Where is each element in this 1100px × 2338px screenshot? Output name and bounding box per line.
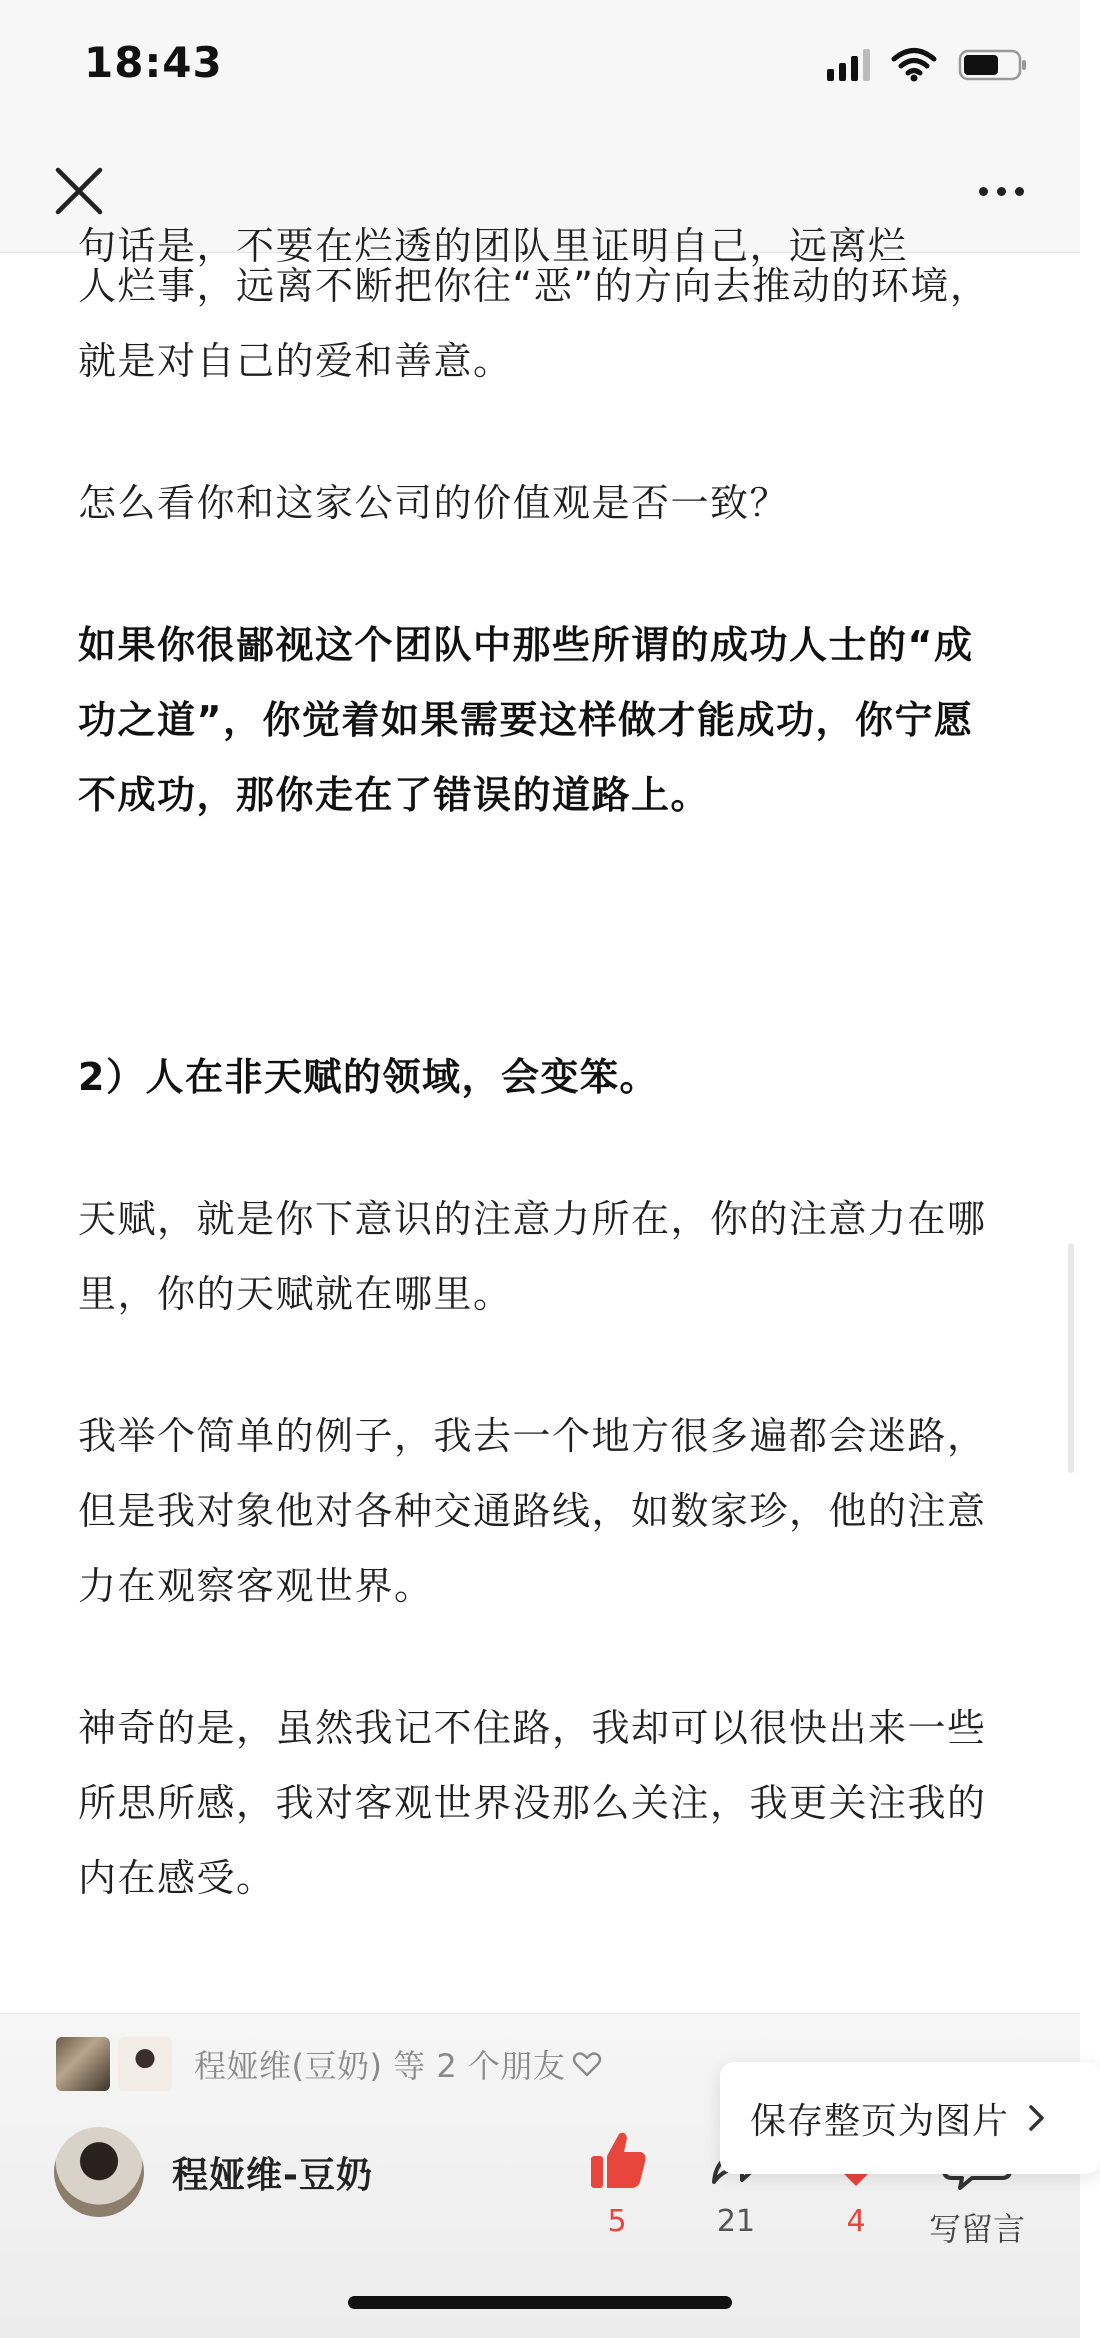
article-partial-line: 句话是，不要在烂透的团队里证明自己，远离烂: [78, 224, 908, 268]
write-comment-label: 写留言: [928, 2210, 1025, 2248]
article-content[interactable]: [0, 224, 1080, 2013]
more-dots-icon: [979, 187, 988, 196]
wifi-icon: [892, 48, 936, 82]
like-button[interactable]: [567, 2126, 667, 2246]
home-indicator[interactable]: [348, 2296, 732, 2309]
status-bar: [0, 0, 1080, 130]
article-paragraph-bold: 如果你很鄙视这个团队中那些所谓的成功人士的“成功之道”，你觉着如果需要这样做才能成功，你宁愿不成功，那你走在了错误的道路上。: [78, 623, 974, 817]
save-as-image-button[interactable]: [720, 2062, 1100, 2174]
avatar[interactable]: [54, 2127, 144, 2217]
status-icons: [827, 48, 1028, 82]
section-heading: 2）人在非天赋的领域，会变笨。: [78, 1055, 659, 1099]
battery-icon: [958, 48, 1028, 82]
chevron-right-icon: [1023, 2103, 1049, 2133]
friends-row[interactable]: [56, 2036, 603, 2092]
status-time: 18:43: [84, 38, 223, 87]
article-paragraph: 人烂事，远离不断把你往“恶”的方向去推动的环境，就是对自己的爱和善意。: [78, 264, 990, 383]
favorite-count: 4: [846, 2204, 866, 2239]
author-row[interactable]: [54, 2126, 373, 2218]
friends-text: 程娅维(豆奶) 等 2 个朋友: [194, 2047, 566, 2085]
paragraph-gap: [78, 900, 1008, 1040]
article-paragraph: 怎么看你和这家公司的价值观是否一致？: [78, 481, 790, 525]
article-paragraph: 天赋，就是你下意识的注意力所在，你的注意力在哪里，你的天赋就在哪里。: [78, 1197, 987, 1316]
signal-icon: [827, 49, 870, 81]
share-count: 21: [716, 2204, 756, 2239]
thumbs-up-icon: [567, 2126, 667, 2196]
save-as-image-label: 保存整页为图片: [750, 2100, 1010, 2142]
article-paragraph: 神奇的是，虽然我记不住路，我却可以很快出来一些所思所感，我对客观世界没那么关注，我更关注我的内在感受。: [78, 1706, 987, 1900]
friend-thumbnail: [56, 2037, 110, 2091]
author-name[interactable]: 程娅维-豆奶: [172, 2154, 373, 2196]
scrollbar[interactable]: [1068, 1243, 1074, 1473]
article-paragraph: 我举个简单的例子，我去一个地方很多遍都会迷路，但是我对象他对各种交通路线，如数家珍，他的注意力在观察客观世界。: [78, 1414, 987, 1608]
like-count: 5: [607, 2204, 627, 2239]
heart-icon: [571, 2048, 603, 2080]
friend-thumbnail: [118, 2037, 172, 2091]
